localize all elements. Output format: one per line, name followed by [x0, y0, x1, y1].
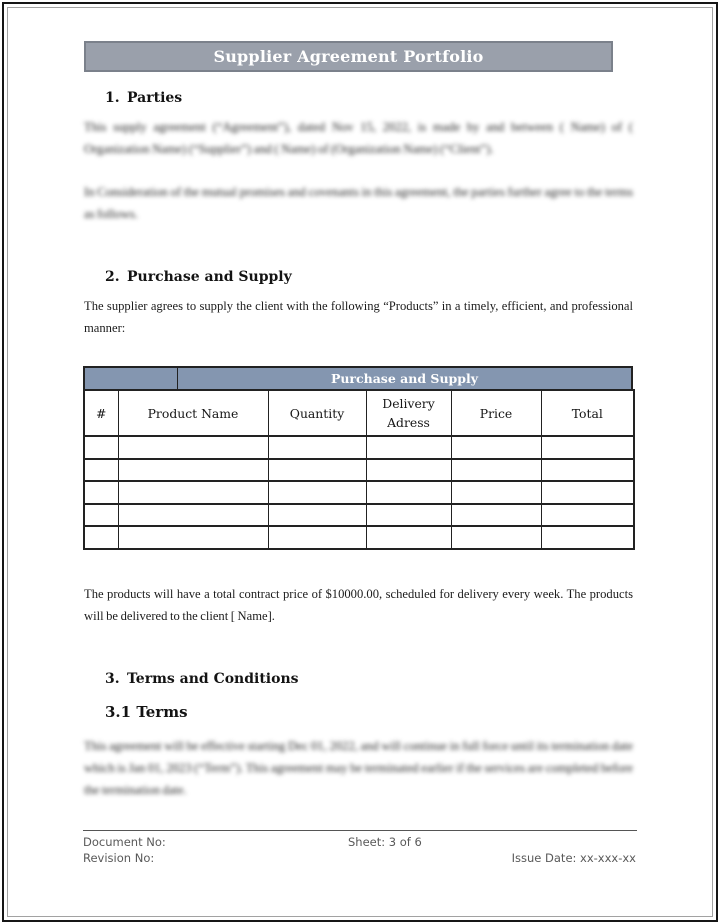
section-2-number: 2.	[105, 269, 120, 285]
footer-row-1	[83, 834, 637, 850]
table-cell	[268, 504, 366, 527]
document-no-label: Document No:	[83, 835, 166, 849]
revision-no-label: Revision No:	[83, 851, 155, 865]
column-header-delivery-adress: Delivery Adress	[366, 390, 451, 436]
table-cell	[366, 436, 451, 459]
column-header-price: Price	[451, 390, 541, 436]
table-cell	[118, 504, 268, 527]
table-cell	[84, 504, 118, 527]
table-cell	[268, 481, 366, 504]
section-3-title: Terms and Conditions	[127, 671, 299, 687]
table-cell	[366, 504, 451, 527]
table-row	[84, 459, 634, 482]
section-3-heading	[105, 671, 299, 688]
section-3-number: 3.	[105, 671, 120, 687]
table-cell	[84, 459, 118, 482]
table-cell	[366, 459, 451, 482]
table-cell	[541, 526, 634, 549]
parties-paragraph-2: In Consideration of the mutual promises and covenants in this agreement, the parties further agree to the terms as follows.	[84, 185, 633, 221]
parties-paragraph-1: This supply agreement (“Agreement”), dated Nov 15, 2022, is made by and between ( Name) of ( Organization Name) (“Supplier”) and ( Name) of (Organization Name) (“Client”).	[84, 120, 633, 156]
table-cell	[541, 436, 634, 459]
table-cell	[366, 526, 451, 549]
table-cell	[451, 526, 541, 549]
section-1-heading	[105, 90, 182, 107]
column-header-number: #	[84, 390, 118, 436]
column-header-quantity: Quantity	[268, 390, 366, 436]
table-cell	[84, 481, 118, 504]
table-row	[84, 504, 634, 527]
section-2-heading	[105, 269, 292, 286]
sheet-number: Sheet: 3 of 6	[348, 835, 422, 849]
table-row	[84, 526, 634, 549]
table-cell	[118, 481, 268, 504]
table-title-row	[83, 366, 633, 389]
purchase-intro-paragraph: The supplier agrees to supply the client with the following “Products” in a timely, efficient, and professional manner:	[84, 299, 633, 335]
column-header-product-name: Product Name	[118, 390, 268, 436]
table-cell	[118, 436, 268, 459]
table-cell	[84, 526, 118, 549]
table-cell	[541, 504, 634, 527]
section-1-number: 1.	[105, 90, 120, 106]
document-title-bar	[84, 41, 613, 72]
table-row	[84, 436, 634, 459]
issue-date: Issue Date: xx-xxx-xx	[511, 851, 636, 865]
table-title: Purchase and Supply	[330, 371, 479, 386]
section-1-title: Parties	[127, 90, 183, 106]
table-cell	[84, 436, 118, 459]
footer-row-2	[83, 850, 637, 866]
table-corner-cell	[85, 368, 178, 389]
table-header-row	[84, 390, 634, 436]
products-table	[83, 366, 633, 550]
table-cell	[268, 436, 366, 459]
footer-divider	[83, 830, 637, 831]
table-cell	[451, 481, 541, 504]
table-cell	[118, 459, 268, 482]
document-title: Supplier Agreement Portfolio	[213, 47, 484, 66]
table-cell	[541, 459, 634, 482]
products-grid	[83, 389, 635, 550]
table-cell	[118, 526, 268, 549]
column-header-total: Total	[541, 390, 634, 436]
table-row	[84, 481, 634, 504]
products-table-body	[84, 436, 634, 549]
section-3-1-heading: 3.1 Terms	[105, 703, 188, 721]
table-cell	[451, 436, 541, 459]
section-2-title: Purchase and Supply	[127, 269, 292, 285]
table-cell	[366, 481, 451, 504]
table-cell	[268, 526, 366, 549]
table-cell	[541, 481, 634, 504]
terms-paragraph: This agreement will be effective starting Dec 01, 2022, and will continue in full force until its termination date which is Jan 01, 2023 (“Term”). This agreement may be terminated earlier if the services are completed before the termination date.	[84, 739, 633, 797]
table-cell	[451, 504, 541, 527]
purchase-outro-paragraph: The products will have a total contract price of $10000.00, scheduled for delivery every week. The products will be delivered to the client [ Name].	[84, 587, 633, 623]
table-cell	[268, 459, 366, 482]
table-cell	[451, 459, 541, 482]
page-footer	[83, 830, 637, 866]
